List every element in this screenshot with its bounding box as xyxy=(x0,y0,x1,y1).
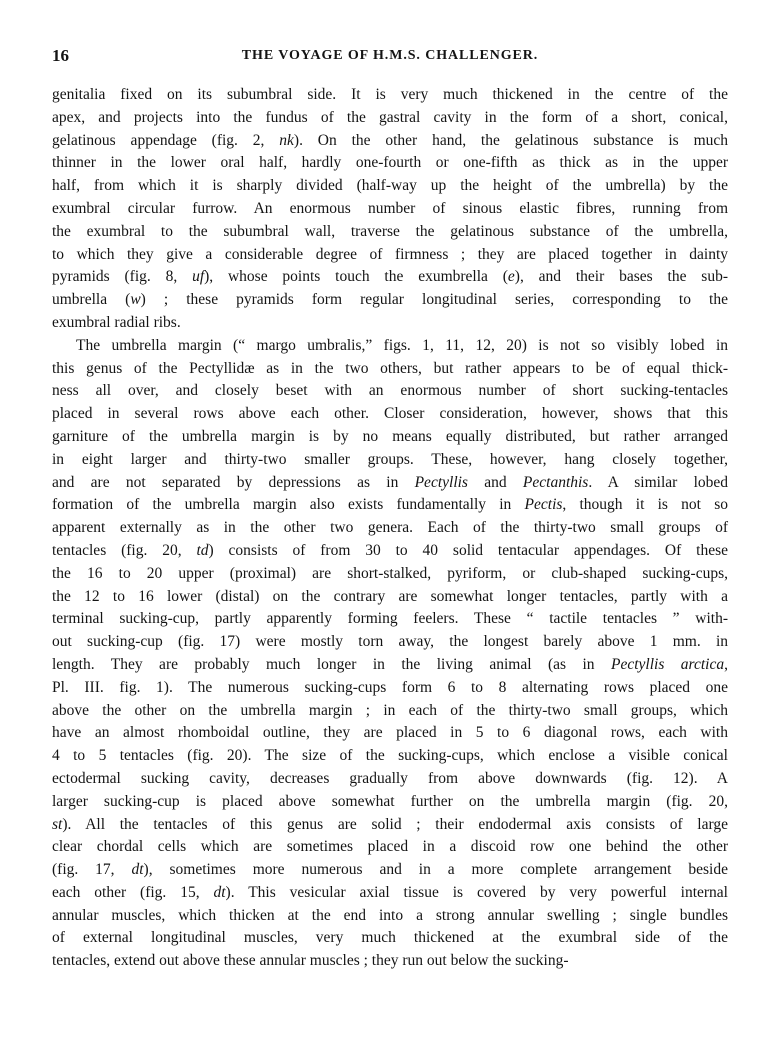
text-line: the 12 to 16 lower (distal) on the contrary are somewhat longer tentacles, partly with a xyxy=(52,587,728,605)
text-line: this genus of the Pectyllidæ as in the two others, but rather appears to be of equal thick- xyxy=(52,359,728,377)
text-line: annular muscles, which thicken at the end into a strong annular swelling ; single bundles xyxy=(52,906,728,924)
text-line: clear chordal cells which are sometimes placed in a discoid row one behind the other xyxy=(52,838,728,856)
text-line: ectodermal sucking cavity, decreases gradually from above downwards (fig. 12). A xyxy=(52,769,728,787)
text-line: have an almost rhomboidal outline, they are placed in 5 to 6 diagonal rows, each with xyxy=(52,724,728,742)
text-line: garniture of the umbrella margin is by no means equally distributed, but rather arranged xyxy=(52,427,728,445)
text-line: thinner in the lower oral half, hardly one-fourth or one-fifth as thick as in the upper xyxy=(52,154,728,172)
text-line: Pl. III. fig. 1). The numerous sucking-cups form 6 to 8 alternating rows placed one xyxy=(52,678,728,696)
text-line: The umbrella margin (“ margo umbralis,” figs. 1, 11, 12, 20) is not so visibly lobed in xyxy=(76,336,728,354)
text-line: pyramids (fig. 8, uf), whose points touch the exumbrella (e), and their bases the sub- xyxy=(52,268,728,286)
text-line: apex, and projects into the fundus of the gastral cavity in the form of a short, conical, xyxy=(52,108,728,126)
text-line: apparent externally as in the other two genera. Each of the thirty-two small groups of xyxy=(52,519,728,537)
text-line: umbrella (w) ; these pyramids form regular longitudinal series, corresponding to the xyxy=(52,291,728,309)
text-line: ness all over, and closely beset with an enormous number of short sucking-tentacles xyxy=(52,382,728,400)
text-line: terminal sucking-cup, partly apparently forming feelers. These “ tactile tentacles ” with- xyxy=(52,610,728,628)
text-line: gelatinous appendage (fig. 2, nk). On the other hand, the gelatinous substance is much xyxy=(52,131,729,149)
text-line: in eight larger and thirty-two smaller groups. These, however, hang closely together, xyxy=(52,450,728,468)
text-line: of external longitudinal muscles, very much thickened at the exumbral side of the xyxy=(52,929,728,947)
text-line: half, from which it is sharply divided (half-way up the height of the umbrella) by the xyxy=(52,177,728,195)
text-line: exumbral circular furrow. An enormous number of sinous elastic fibres, running from xyxy=(52,199,728,217)
text-line: each other (fig. 15, dt). This vesicular axial tissue is covered by very powerful internal xyxy=(52,883,728,901)
text-line: tentacles (fig. 20, td) consists of from 30 to 40 solid tentacular appendages. Of these xyxy=(52,541,728,559)
text-line: the 16 to 20 upper (proximal) are short-stalked, pyriform, or club-shaped sucking-cups, xyxy=(52,564,728,582)
text-line: and are not separated by depressions as in Pectyllis and Pectanthis. A similar lobed xyxy=(52,473,729,491)
body-text xyxy=(52,84,728,973)
text-line: the exumbral to the subumbral wall, traverse the gelatinous substance of the umbrella, xyxy=(52,222,728,240)
text-line: (fig. 17, dt), sometimes more numerous and in a more complete arrangement beside xyxy=(52,861,728,879)
text-line: 4 to 5 tentacles (fig. 20). The size of the sucking-cups, which enclose a visible conical xyxy=(52,747,728,765)
text-line: placed in several rows above each other. Closer consideration, however, shows that this xyxy=(52,405,728,423)
text-line: genitalia fixed on its subumbral side. It is very much thickened in the centre of the xyxy=(52,86,728,103)
page-header xyxy=(52,46,728,70)
text-line: formation of the umbrella margin also exists fundamentally in Pectis, though it is not so xyxy=(52,496,728,514)
text-line: st). All the tentacles of this genus are solid ; their endodermal axis consists of large xyxy=(52,815,728,833)
text-line: length. They are probably much longer in the living animal (as in Pectyllis arctica, xyxy=(52,655,728,673)
running-title: THE VOYAGE OF H.M.S. CHALLENGER. xyxy=(241,48,539,63)
text-line: larger sucking-cup is placed above somewhat further on the umbrella margin (fig. 20, xyxy=(52,792,728,810)
page-number: 16 xyxy=(52,46,69,65)
text-line: exumbral radial ribs. xyxy=(52,313,181,331)
text-line: tentacles, extend out above these annular muscles ; they run out below the sucking- xyxy=(52,952,569,970)
text-line: above the other on the umbrella margin ; in each of the thirty-two small groups, which xyxy=(52,701,728,719)
text-line: out sucking-cup (fig. 17) were mostly torn away, the longest barely above 1 mm. in xyxy=(52,633,728,651)
text-line: to which they give a considerable degree of firmness ; they are placed together in dainty xyxy=(52,245,728,263)
